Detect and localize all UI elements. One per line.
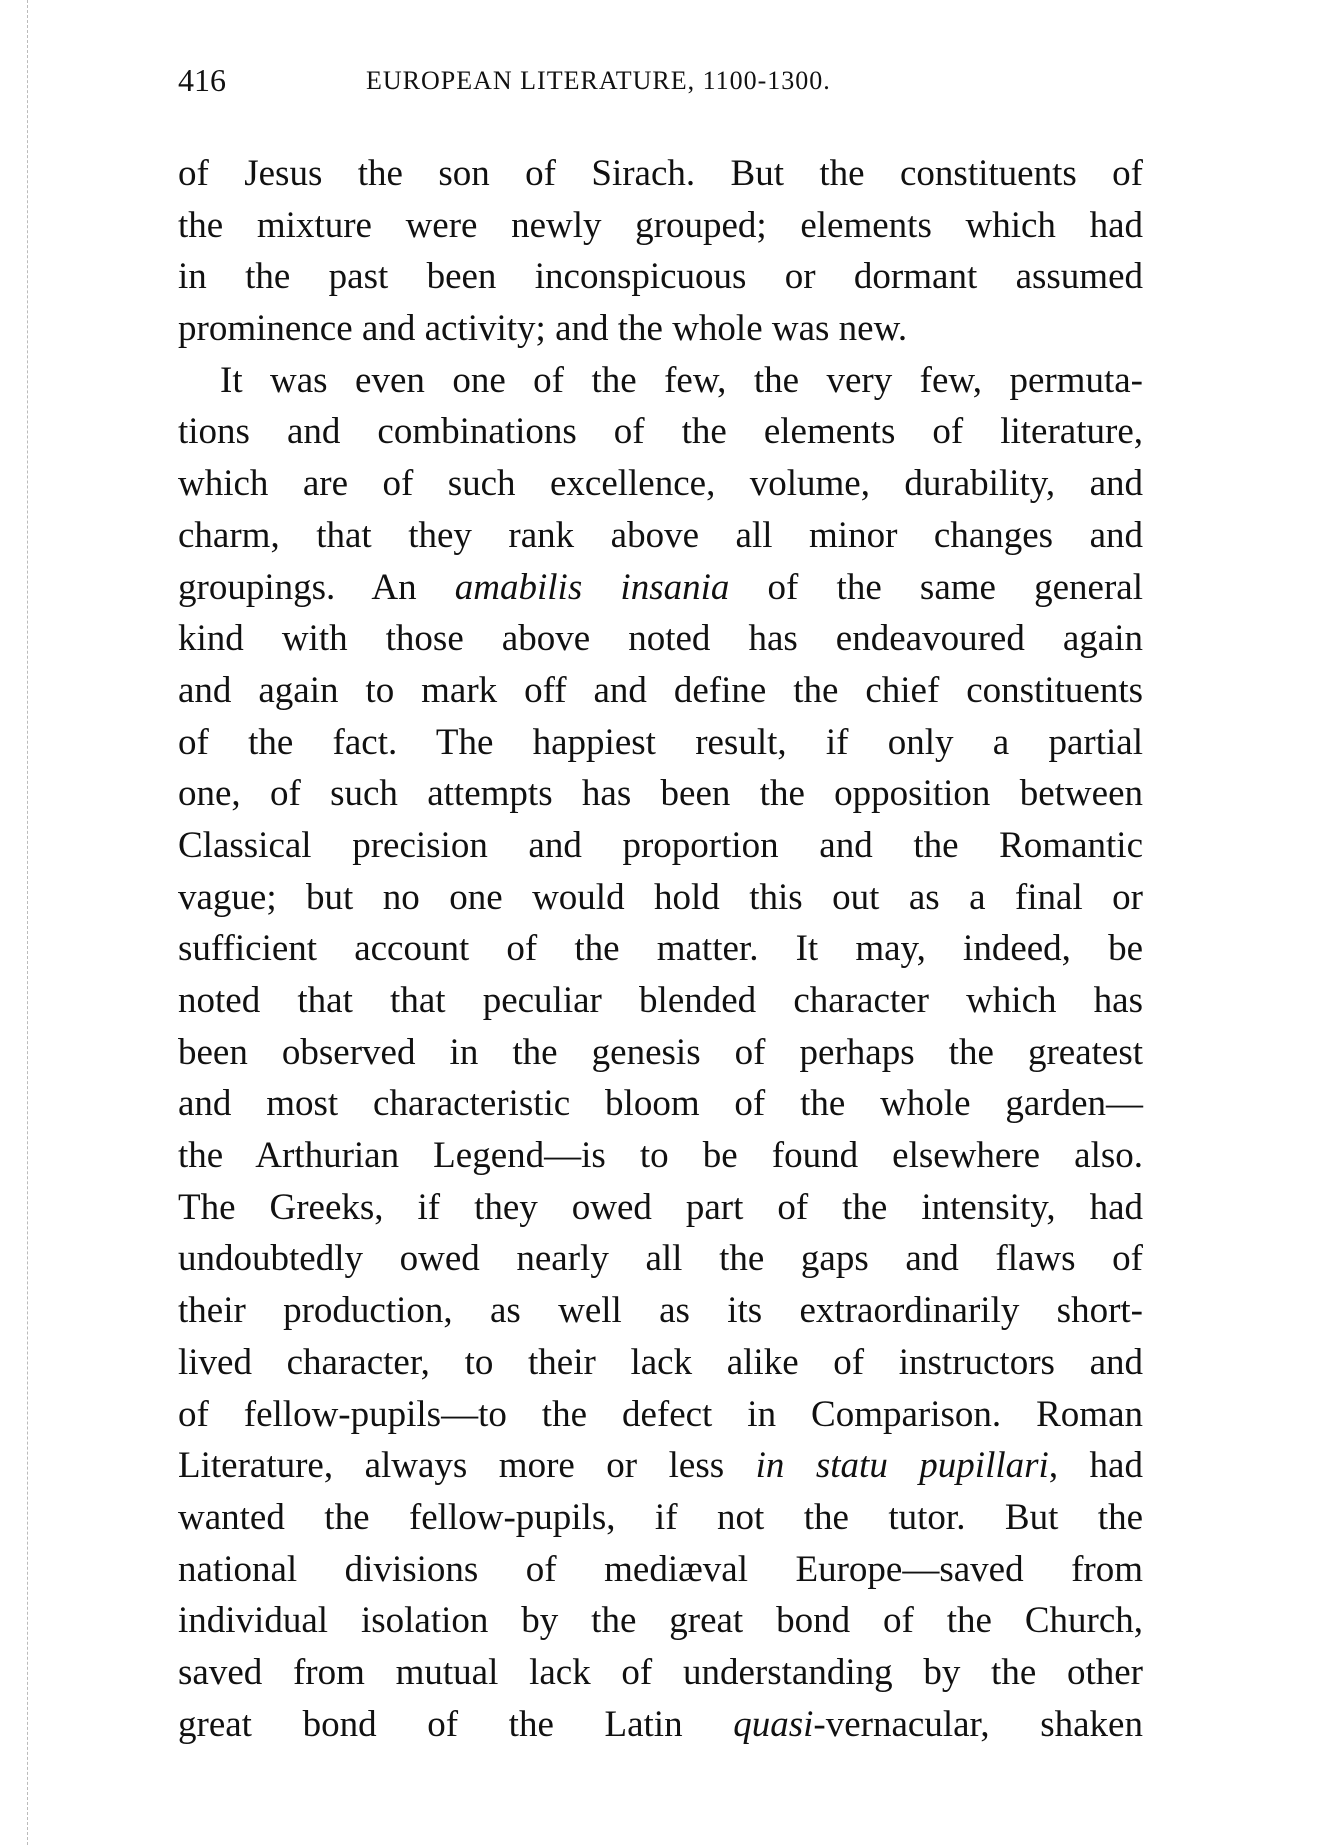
text-segment: their production, as well as its extraordinarily short- bbox=[178, 1290, 1143, 1332]
text-segment: -vernacular, shaken bbox=[813, 1703, 1143, 1745]
text-segment: The Greeks, if they owed part of the intensity, had bbox=[178, 1186, 1143, 1228]
text-segment: lived character, to their lack alike of instructors and bbox=[178, 1341, 1143, 1383]
running-title: EUROPEAN LITERATURE, 1100-1300. bbox=[366, 66, 831, 95]
text-line bbox=[178, 355, 1143, 407]
text-line bbox=[178, 1027, 1143, 1079]
text-line bbox=[178, 1699, 1143, 1751]
body-text bbox=[178, 148, 1143, 1750]
text-line bbox=[178, 820, 1143, 872]
text-line bbox=[178, 1544, 1143, 1596]
text-segment: great bond of the Latin bbox=[178, 1703, 734, 1745]
text-line bbox=[178, 1595, 1143, 1647]
text-segment: Classical precision and proportion and the Romantic bbox=[178, 824, 1143, 866]
text-segment: of fellow-pupils—to the defect in Comparison. Roman bbox=[178, 1393, 1143, 1435]
text-segment: Literature, always more or less bbox=[178, 1445, 756, 1487]
text-line bbox=[178, 458, 1143, 510]
running-header bbox=[178, 62, 1143, 102]
text-line bbox=[178, 665, 1143, 717]
text-line bbox=[178, 923, 1143, 975]
text-line bbox=[178, 1130, 1143, 1182]
text-segment: kind with those above noted has endeavoured again bbox=[178, 618, 1143, 660]
page-number: 416 bbox=[178, 62, 226, 98]
text-line bbox=[178, 1078, 1143, 1130]
text-segment: , had bbox=[1048, 1445, 1143, 1487]
italic-phrase: quasi bbox=[733, 1703, 814, 1745]
text-segment: of the fact. The happiest result, if only a partial bbox=[178, 721, 1143, 763]
text-segment: charm, that they rank above all minor changes and bbox=[178, 514, 1143, 556]
text-segment: individual isolation by the great bond of the Church, bbox=[178, 1600, 1143, 1642]
text-segment: of the same general bbox=[729, 566, 1143, 608]
text-segment: sufficient account of the matter. It may, indeed, be bbox=[178, 928, 1143, 970]
text-segment: the Arthurian Legend—is to be found elsewhere also. bbox=[178, 1135, 1143, 1177]
text-line bbox=[178, 1440, 1143, 1492]
text-segment: been observed in the genesis of perhaps the greatest bbox=[178, 1031, 1143, 1073]
text-line bbox=[178, 251, 1143, 303]
text-segment: groupings. An bbox=[178, 566, 455, 608]
text-segment: prominence and activity; and the whole was new. bbox=[178, 308, 908, 350]
text-line bbox=[178, 1647, 1143, 1699]
text-line bbox=[178, 510, 1143, 562]
text-line bbox=[178, 872, 1143, 924]
text-line bbox=[178, 1182, 1143, 1234]
text-line bbox=[178, 200, 1143, 252]
text-segment: of Jesus the son of Sirach. But the constituents of bbox=[178, 153, 1143, 194]
text-segment: noted that that peculiar blended character which has bbox=[178, 980, 1143, 1021]
text-segment: vague; but no one would hold this out as a final or bbox=[178, 876, 1143, 918]
text-line bbox=[178, 148, 1143, 200]
text-line bbox=[178, 406, 1143, 458]
text-segment: the mixture were newly grouped; elements which had bbox=[178, 204, 1143, 246]
italic-phrase: amabilis insania bbox=[454, 566, 730, 608]
text-segment: in the past been inconspicuous or dormant assumed bbox=[178, 256, 1143, 298]
text-segment: national divisions of mediæval Europe—saved from bbox=[178, 1548, 1143, 1590]
italic-phrase: in statu pupillari bbox=[755, 1445, 1049, 1487]
text-line bbox=[178, 303, 1143, 355]
text-line bbox=[178, 613, 1143, 665]
text-line bbox=[178, 1337, 1143, 1389]
text-segment: which are of such excellence, volume, durability, and bbox=[178, 463, 1143, 505]
text-segment: saved from mutual lack of understanding by the other bbox=[178, 1651, 1143, 1693]
text-line bbox=[178, 1492, 1143, 1544]
scan-margin-artifact bbox=[27, 0, 28, 1845]
text-segment: wanted the fellow-pupils, if not the tutor. But the bbox=[178, 1496, 1143, 1538]
text-line bbox=[178, 975, 1143, 1027]
text-segment: one, of such attempts has been the opposition between bbox=[178, 773, 1143, 815]
text-line bbox=[178, 717, 1143, 769]
text-line bbox=[178, 1285, 1143, 1337]
text-segment: and most characteristic bloom of the whole garden— bbox=[178, 1083, 1143, 1125]
text-segment: It was even one of the few, the very few, permuta- bbox=[220, 359, 1143, 401]
text-line bbox=[178, 562, 1143, 614]
text-segment: and again to mark off and define the chief constituents bbox=[178, 669, 1143, 711]
text-segment: undoubtedly owed nearly all the gaps and flaws of bbox=[178, 1238, 1143, 1280]
text-segment: tions and combinations of the elements of literature, bbox=[178, 411, 1143, 453]
text-line bbox=[178, 1233, 1143, 1285]
text-line bbox=[178, 1389, 1143, 1441]
text-line bbox=[178, 768, 1143, 820]
